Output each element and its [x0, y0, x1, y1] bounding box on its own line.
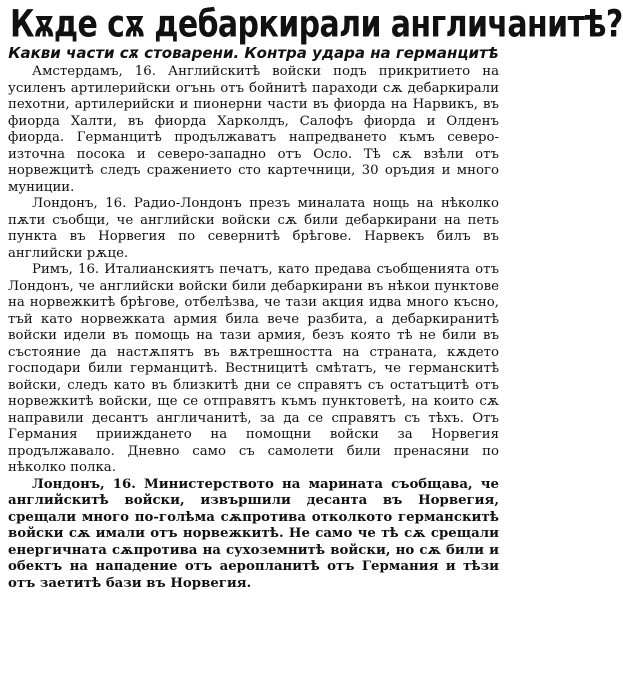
- paragraph-london-radio: Лондонъ, 16. Радио-Лондонъ презъ миналата нощь на нѣколко пѫти съобщи, че английски войски сѫ били дебаркирани на петь пункта въ Норвегия по севернитѣ брѣгове. Нарвекъ билъ въ английски рѫце.: [8, 196, 499, 261]
- paragraph-rome: Римъ, 16. Италианскиятъ печатъ, като предава съобщенията отъ Лондонъ, че английски войски били дебаркирани въ нѣкои пунктове на норвежкитѣ брѣгове, отбелѣзва, че тази акция идва много късно, тъй като норвежката армия била вече разбита, а дебаркиранитѣ войски идели въ помощь на тази армия, безъ която тѣ не били въ състояние да настѫпятъ въ вѫтрешността на страната, кѫдето господари били германцитѣ. Вестницитѣ смѣтатъ, че германскитѣ войски, следъ като въ близкитѣ дни се справятъ съ остатъцитѣ отъ норвежкитѣ войски, ще се отправятъ къмъ пунктоветѣ, на които сѫ направили десантъ англичанитѣ, за да се справятъ съ тѣхъ. Отъ Германия прииждането на помощни войски за Норвегия продължавало. Дневно само съ самолети били пренасяни по нѣколко полка.: [8, 262, 499, 475]
- paragraph-amsterdam: Амстердамъ, 16. Английскитѣ войски подъ прикритието на усиленъ артилерийски огънь отъ бойнитѣ параходи сѫ дебаркирали пехотни, артилерийски и пионерни части въ фиорда на Нарвикъ, въ фиорда Халти, въ фиорда Харколдъ, Салофъ фиорда и Олденъ фиорда. Германцитѣ продължаватъ напредването къмъ северо-източна посока и северо-западно отъ Осло. Тѣ сѫ взѣли отъ норвежцитѣ следъ сражението сто картечници, 30 оръдия и много муниции.: [8, 64, 499, 195]
- headline: Кѫде сѫ дебаркирали англичанитѣ?: [10, 2, 623, 47]
- paragraph-london-admiralty: Лондонъ, 16. Министерството на марината съобщава, че английскитѣ войски, извършили десанта въ Норвегия, срещали много по-голѣма сѫпротива отколкото германскитѣ войски сѫ имали отъ норвежкитѣ. Не само че тѣ сѫ срещали енергичната сѫпротива на сухоземнитѣ войски, но сѫ били и обектъ на нападение отъ аеропланитѣ отъ Германия и тѣзи отъ заетитѣ бази въ Норвегия.: [8, 476, 499, 591]
- subheadline: Какви части сѫ стоварени. Контра удара на германцитѣ: [8, 44, 499, 62]
